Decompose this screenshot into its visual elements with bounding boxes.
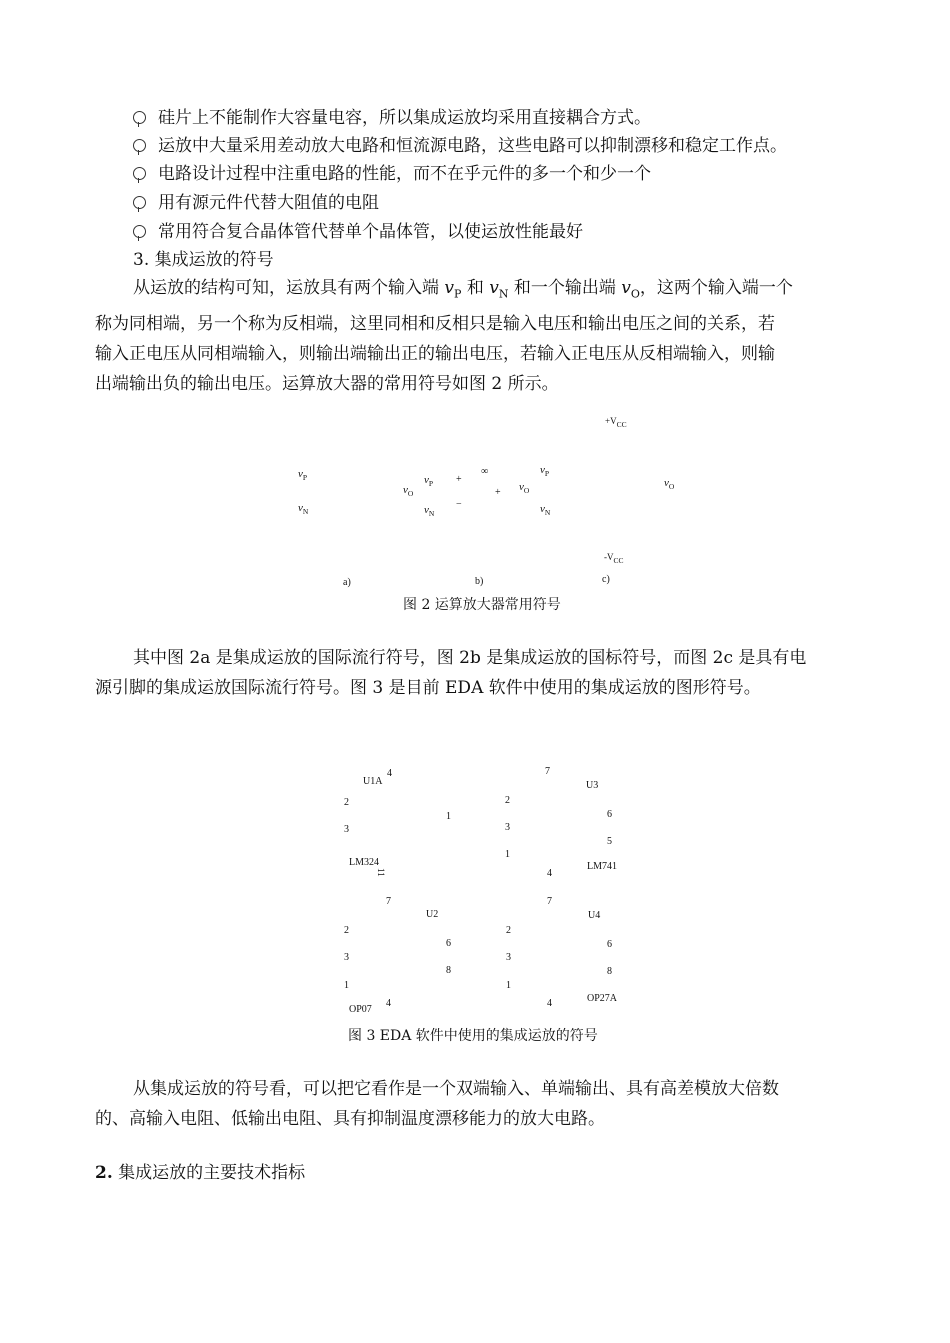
vcc-neg-label: $-V_{CC}$ (604, 552, 624, 565)
paragraph-line: 从集成运放的符号看，可以把它看作是一个双端输入、单端输出、具有高差模放大倍数 (133, 1079, 779, 1099)
paragraph-line: 源引脚的集成运放国际流行符号。图 3 是目前 EDA 软件中使用的集成运放的图形符号。 (95, 678, 761, 698)
plus-sign: + (495, 487, 501, 498)
paragraph-line: 称为同相端，另一个称为反相端，这里同相和反相只是输入电压和输出电压之间的关系，若 (95, 314, 775, 335)
pin-number: 3 (505, 822, 510, 833)
paragraph-opamp-summary (95, 1074, 860, 1134)
paragraph-line: 出端输出负的输出电压。运算放大器的常用符号如图 2 所示。 (95, 374, 559, 395)
pin-number: 3 (344, 824, 349, 835)
bullet-item (133, 220, 583, 244)
pin-number: 4 (387, 768, 392, 779)
pin-number: 1 (506, 980, 511, 991)
pin-number: 4 (547, 998, 552, 1009)
pin-number: 11 (376, 868, 386, 877)
fig2b-vn-label: $v_N$ (424, 504, 435, 518)
bullet-item (133, 191, 379, 215)
vcc-pos-label: $+V_{CC}$ (605, 416, 627, 429)
bullet-icon (133, 196, 146, 209)
bullet-text: 电路设计过程中注重电路的性能，而不在乎元件的多一个和少一个 (158, 164, 651, 184)
fig2a-vp-label: $v_P$ (298, 468, 308, 482)
component-ref-u1a: U1A (363, 776, 383, 787)
plus-sign: + (456, 474, 462, 485)
part-name-lm324: LM324 (349, 857, 379, 868)
paragraph-line: 其中图 2a 是集成运放的国际流行符号，图 2b 是集成运放的国标符号，而图 2c 是具有电 (133, 648, 807, 668)
part-name-lm741: LM741 (587, 861, 617, 872)
paragraph-line: 的、高输入电阻、低输出电阻、具有抑制温度漂移能力的放大电路。 (95, 1109, 605, 1129)
pin-number: 4 (547, 868, 552, 879)
bullet-text: 硅片上不能制作大容量电容，所以集成运放均采用直接耦合方式。 (158, 108, 651, 128)
pin-number: 3 (506, 952, 511, 963)
fig2b-vo-label: $v_O$ (519, 481, 530, 495)
pin-number: 8 (446, 965, 451, 976)
pin-number: 3 (344, 952, 349, 963)
paragraph-opamp-structure (95, 273, 860, 399)
part-name-op27a: OP27A (587, 993, 618, 1004)
fig2-label-c: c) (602, 574, 610, 585)
pin-number: 6 (446, 938, 451, 949)
fig2c-vn-label: $v_N$ (540, 503, 551, 517)
pin-number: 8 (607, 966, 612, 977)
fig2-label-a: a) (343, 577, 351, 588)
bullet-icon (133, 167, 146, 180)
pin-number: 1 (505, 849, 510, 860)
part-name-op07: OP07 (349, 1004, 372, 1015)
pin-number: 7 (545, 766, 550, 777)
fig2a-vn-label: $v_N$ (298, 502, 309, 516)
infinity-icon: ∞ (481, 466, 489, 477)
paragraph-symbol-explain (95, 643, 860, 703)
bullet-text: 运放中大量采用差动放大电路和恒流源电路，这些电路可以抑制漂移和稳定工作点。 (158, 136, 787, 156)
pin-number: 2 (344, 797, 349, 808)
pin-number: 2 (506, 925, 511, 936)
component-ref-u3: U3 (586, 780, 599, 791)
component-ref-u4: U4 (588, 910, 601, 921)
pin-number: 6 (607, 809, 612, 820)
bullet-icon (133, 111, 146, 124)
fig2b-vp-label: $v_P$ (424, 474, 434, 488)
fig2-label-b: b) (475, 576, 484, 587)
pin-number: 4 (386, 998, 391, 1009)
figure-2-caption: 图 2 运算放大器常用符号 (403, 597, 561, 613)
component-ref-u2: U2 (426, 909, 439, 920)
fig2c-vp-label: $v_P$ (540, 464, 550, 478)
pin-number: 7 (547, 896, 552, 907)
bullet-item (133, 106, 651, 130)
fig2c-vo-label: $v_O$ (664, 477, 675, 491)
pin-number: 5 (607, 836, 612, 847)
fig2a-vo-label: $v_O$ (403, 484, 414, 498)
pin-number: 6 (607, 939, 612, 950)
pin-number: 1 (446, 811, 451, 822)
pin-number: 2 (505, 795, 510, 806)
paragraph-line: 输入正电压从同相端输入，则输出端输出正的输出电压，若输入正电压从反相端输入，则输 (95, 344, 775, 365)
bullet-text: 用有源元件代替大阻值的电阻 (158, 193, 379, 213)
bullet-icon (133, 225, 146, 238)
pin-number: 7 (386, 896, 391, 907)
bullet-item (133, 134, 787, 158)
pin-number: 2 (344, 925, 349, 936)
minus-sign: − (456, 499, 462, 510)
bullet-text: 常用符合复合晶体管代替单个晶体管，以使运放性能最好 (158, 222, 583, 242)
section-heading: 3. 集成运放的符号 (133, 250, 274, 270)
paragraph-line: 从运放的结构可知，运放具有两个输入端 $v_P$ 和 $v_N$ 和一个输出端 $v_O$，这两个输入端一个 (133, 278, 793, 301)
figure-3-caption: 图 3 EDA 软件中使用的集成运放的符号 (348, 1028, 598, 1044)
bullet-icon (133, 139, 146, 152)
pin-number: 1 (344, 980, 349, 991)
bullet-item (133, 162, 651, 186)
section-heading: 2. 集成运放的主要技术指标 (95, 1163, 306, 1183)
